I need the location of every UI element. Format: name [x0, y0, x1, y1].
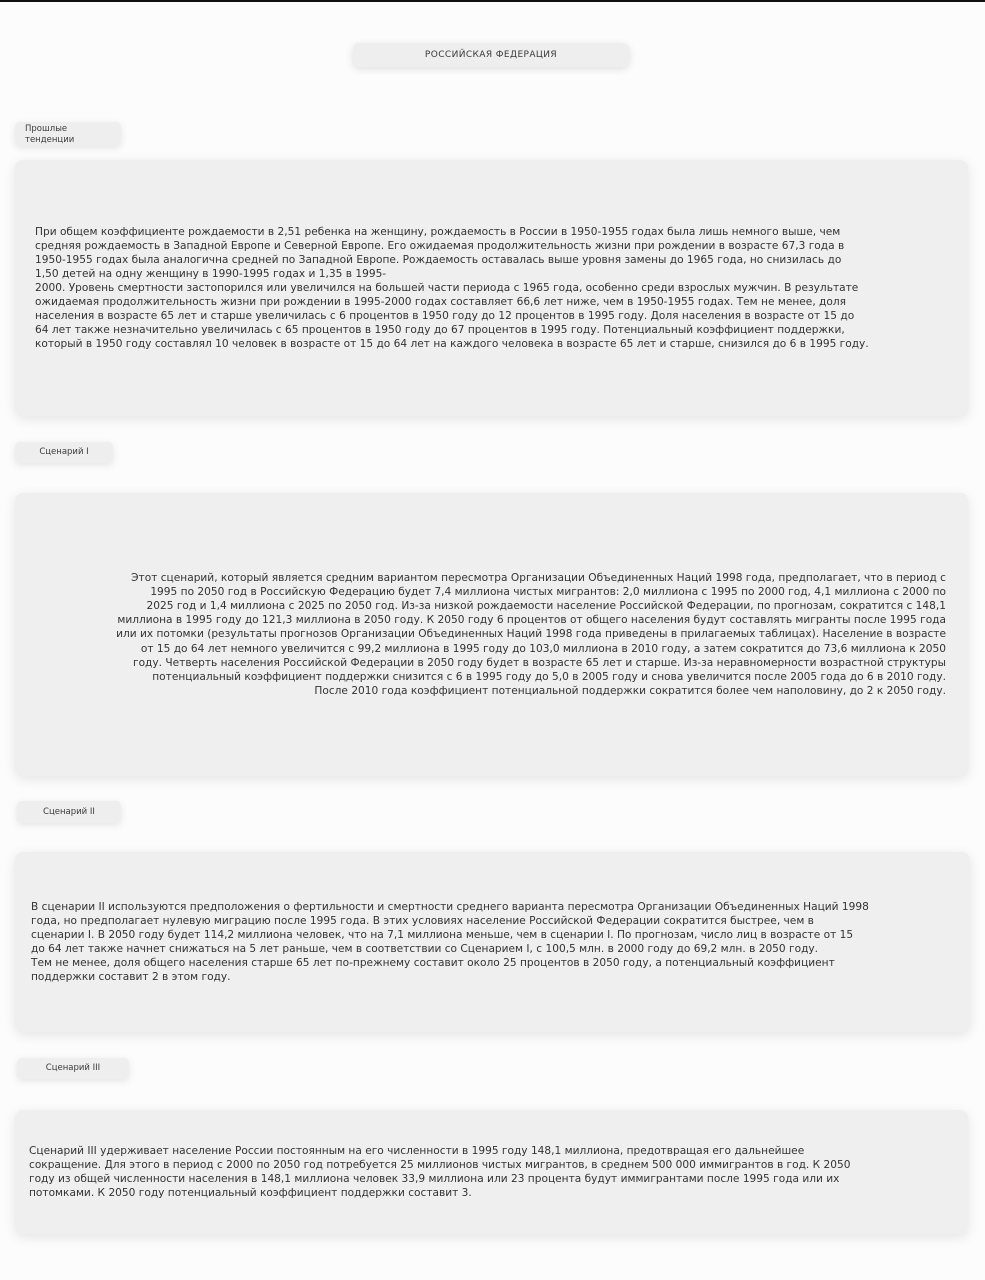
scenario-1-card	[15, 493, 968, 776]
section-label-scenario-3: Сценарий III	[17, 1058, 129, 1079]
scenario-2-card	[15, 852, 970, 1032]
section-label-scenario-1: Сценарий I	[15, 442, 113, 463]
scenario-1-text: Этот сценарий, который является средним вариантом пересмотра Организации Объединенных Наций 1998 года, предполагает, что в период с 1995 по 2050 год в Российскую Федерацию будет 7,4 миллиона чистых мигрантов: 2,0 миллиона с 1995 по 2000 год, 4,1 миллиона с 2000 по 2025 год и 1,4 миллиона с 2025 по 2050 год. Из-за низкой рождаемости население Российской Федерации, по прогнозам, сократится с 148,1 миллиона в 1995 году до 121,3 миллиона в 2050 году. К 2050 году 6 процентов от общего населения будут составлять мигранты после 1995 года или их потомки (результаты прогнозов Организации Объединенных Наций 1998 года приведены в прилагаемых таблицах). Население в возрасте от 15 до 64 лет немного увеличится с 99,2 миллиона в 1995 году до 103,0 миллиона в 2010 году, а затем сократится до 73,6 миллиона к 2050 году. Четверть населения Российской Федерации в 2050 году будет в возрасте 65 лет и старше. Из-за неравномерности возрастной структуры потенциальный коэффициент поддержки снизится с 6 в 1995 году до 5,0 в 2005 году и снова увеличится после 2005 года до 6 в 2010 году. После 2010 года коэффициент потенциальной поддержки сократится более чем наполовину, до 2 к 2050 году.	[116, 572, 946, 697]
page-title: РОССИЙСКАЯ ФЕДЕРАЦИЯ	[353, 43, 629, 67]
scenario-3-card	[15, 1110, 968, 1234]
scenario-3-text: Сценарий III удерживает население России постоянным на его численности в 1995 году 148,1 миллиона, предотвращая его дальнейшее сокращение. Для этого в период с 2000 по 2050 год потребуется 25 миллионов чистых мигрантов, в среднем 500 000 иммигрантов в год. К 2050 году из общей численности населения в 148,1 миллиона человек 33,9 миллиона или 23 процента будут иммигрантами после 1995 года или их потомками. К 2050 году потенциальный коэффициент поддержки составит 3.	[29, 1144, 851, 1200]
section-label-scenario-2: Сценарий II	[17, 801, 121, 823]
top-divider	[0, 0, 985, 2]
section-label-past-trends: Прошлые тенденции	[15, 122, 121, 146]
past-trends-card	[15, 160, 968, 416]
scenario-2-text: В сценарии II используются предположения о фертильности и смертности среднего варианта пересмотра Организации Объединенных Наций 1998 года, но предполагает нулевую миграцию после 1995 года. В этих условиях население Российской Федерации сократится быстрее, чем в сценарии I. В 2050 году будет 114,2 миллиона человек, что на 7,1 миллиона меньше, чем в сценарии I. По прогнозам, число лиц в возрасте от 15 до 64 лет также начнет снижаться на 5 лет раньше, чем в соответствии со Сценарием I, с 100,5 млн. в 2000 году до 69,2 млн. в 2050 году. Тем не менее, доля общего населения старше 65 лет по-прежнему составит около 25 процентов в 2050 году, а потенциальный коэффициент поддержки составит 2 в этом году.	[31, 900, 869, 984]
past-trends-text: При общем коэффициенте рождаемости в 2,51 ребенка на женщину, рождаемость в России в 1950-1955 годах была лишь немного выше, чем средняя рождаемость в Западной Европе и Северной Европе. Его ожидаемая продолжительность жизни при рождении в возрасте 67,3 года в 1950-1955 годах была аналогична средней по Западной Европе. Рождаемость оставалась выше уровня замены до 1965 года, но снизилась до 1,50 детей на одну женщину в 1990-1995 годах и 1,35 в 1995- 2000. Уровень смертности застопорился или увеличился на большей части периода с 1965 года, особенно среди взрослых мужчин. В результате ожидаемая продолжительность жизни при рождении в 1995-2000 годах составляет 66,6 лет ниже, чем в 1950-1955 годах. Тем не менее, доля населения в возрасте 65 лет и старше увеличилась с 6 процентов в 1950 году до 12 процентов в 1995 году. Доля населения в возрасте от 15 до 64 лет также незначительно увеличилась с 65 процентов в 1950 году до 67 процентов в 1995 году. Потенциальный коэффициент поддержки, который в 1950 году составлял 10 человек в возрасте от 15 до 64 лет на каждого человека в возрасте 65 лет и старше, снизился до 6 в 1995 году.	[35, 225, 869, 351]
